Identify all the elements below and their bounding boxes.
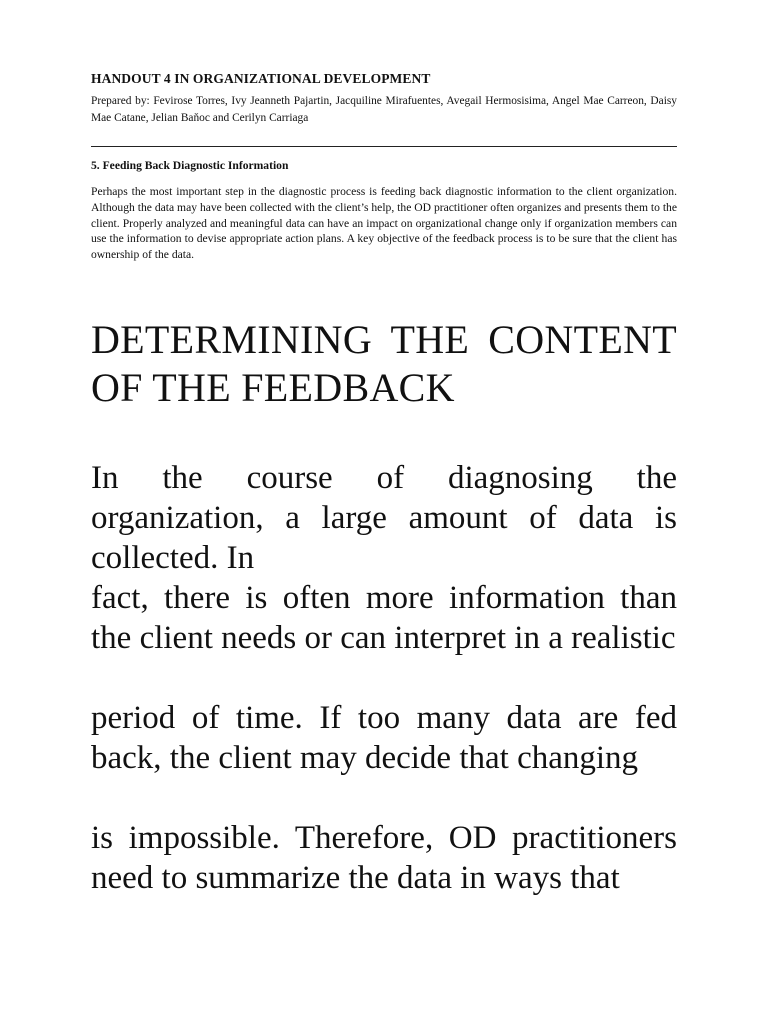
intro-paragraph: Perhaps the most important step in the diagnostic process is feeding back diagnostic information to the client organization. Although the data may have been collected with the client’s help, the OD practitioner often organizes and presents them to the client. Properly analyzed and meaningful data can have an impact on organizational change only if organization members can use the information to devise appropriate action plans. A key objective of the feedback process is to be sure that the client has ownership of the data.: [91, 185, 677, 262]
body-paragraph-4: is impossible. Therefore, OD practitioners need to summarize the data in ways that: [91, 820, 677, 896]
handout-title: HANDOUT 4 IN ORGANIZATIONAL DEVELOPMENT: [91, 71, 431, 86]
body-paragraph-2: fact, there is often more information than the client needs or can interpret in a realistic: [91, 580, 677, 656]
document-page: [91, 0, 677, 1024]
section-heading: 5. Feeding Back Diagnostic Information: [91, 159, 289, 172]
prepared-by-line: Prepared by: Fevirose Torres, Ivy Jeanneth Pajartin, Jacquiline Mirafuentes, Avegail Hermosisima, Angel Mae Carreon, Daisy Mae Catane, Jelian Baňoc and Cerilyn Carriaga: [91, 95, 677, 124]
main-heading: DETERMINING THE CONTENT OF THE FEEDBACK: [91, 317, 677, 410]
body-paragraph-1: In the course of diagnosing the organization, a large amount of data is collected. In: [91, 460, 677, 576]
header-divider: [91, 146, 677, 147]
body-paragraph-3: period of time. If too many data are fed back, the client may decide that changing: [91, 700, 677, 776]
